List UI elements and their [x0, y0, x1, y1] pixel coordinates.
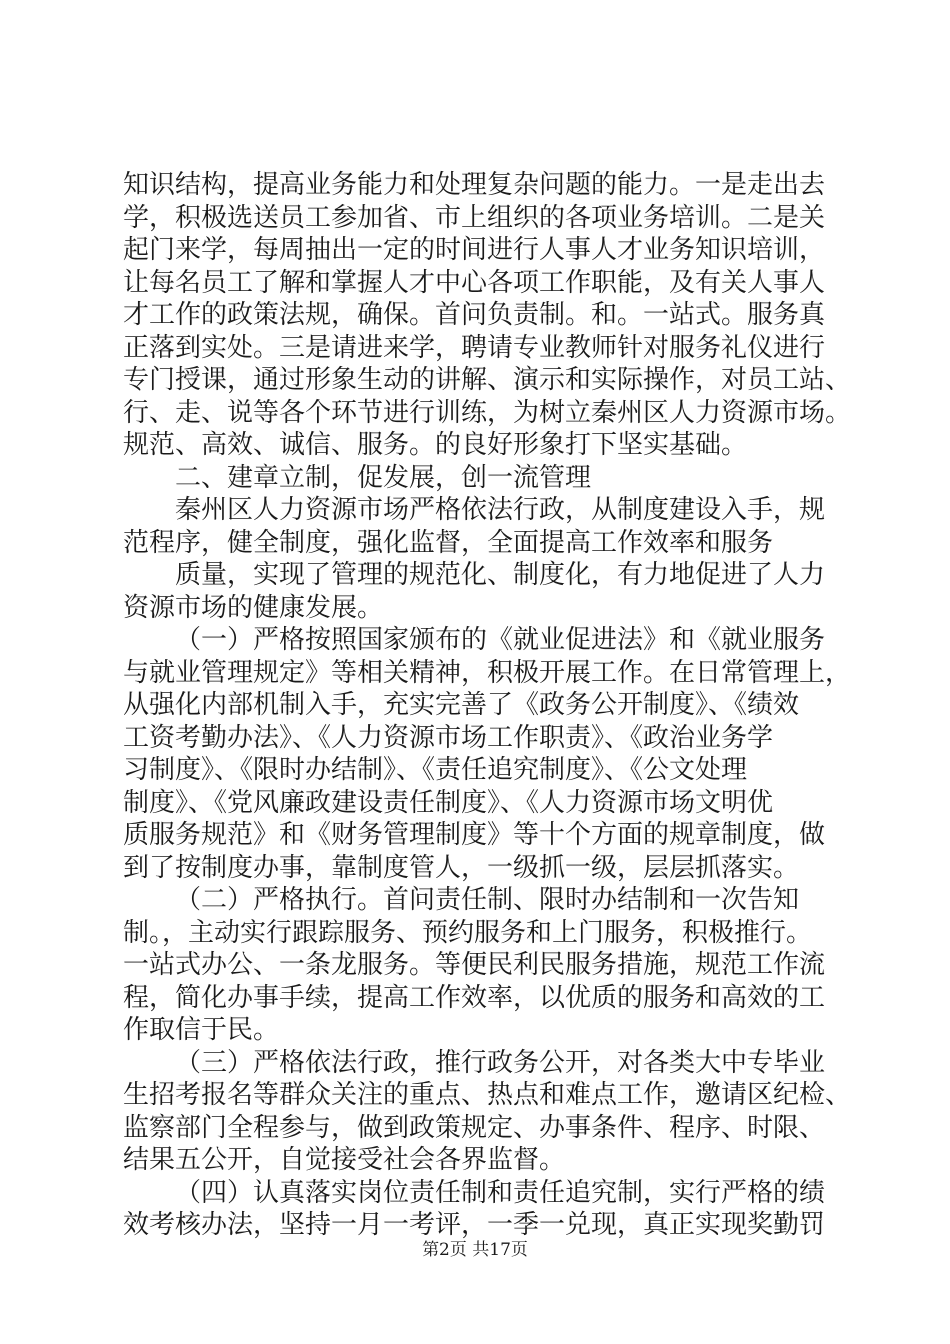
- text-line: 范程序，健全制度，强化监督，全面提高工作效率和服务: [123, 527, 774, 558]
- text-line: 秦州区人力资源市场严格依法行政，从制度建设入手，规: [175, 495, 826, 525]
- text-line: （四）认真落实岗位责任制和责任追究制，实行严格的绩: [175, 1177, 826, 1208]
- text-line: 与就业管理规定》等相关精神，积极开展工作。在日常管理上，: [123, 657, 852, 688]
- text-line: 专门授课，通过形象生动的讲解、演示和实际操作，对员工站、: [123, 365, 852, 395]
- text-line: 才工作的政策法规，确保。首问负责制。和。一站式。服务真: [123, 300, 826, 330]
- text-line: 到了按制度办事，靠制度管人，一级抓一级，层层抓落实。: [123, 852, 800, 883]
- text-line: 让每名员工了解和掌握人才中心各项工作职能，及有关人事人: [123, 267, 826, 298]
- text-line: 从强化内部机制入手，充实完善了《政务公开制度》、《绩效: [123, 690, 800, 720]
- text-line: 习制度》、《限时办结制》、《责任追究制度》、《公文处理: [123, 755, 748, 785]
- text-line: 结果五公开，自觉接受社会各界监督。: [123, 1145, 566, 1175]
- text-line: 程，简化办事手续，提高工作效率，以优质的服务和高效的工: [123, 982, 826, 1013]
- text-line: 工资考勤办法》、《人力资源市场工作职责》、《政治业务学: [123, 722, 774, 753]
- text-line: 质量，实现了管理的规范化、制度化，有力地促进了人力: [175, 560, 826, 590]
- text-line: 制度》、《党风廉政建设责任制度》、《人力资源市场文明优: [123, 787, 774, 818]
- text-line: 起门来学，每周抽出一定的时间进行人事人才业务知识培训，: [123, 235, 826, 265]
- text-line: 二、建章立制，促发展，创一流管理: [175, 462, 592, 493]
- text-line: 资源市场的健康发展。: [123, 592, 384, 623]
- text-line: 质服务规范》和《财务管理制度》等十个方面的规章制度，做: [123, 820, 826, 850]
- text-line: 制。，主动实行跟踪服务、预约服务和上门服务，积极推行。: [123, 917, 813, 948]
- text-line: （二）严格执行。首问责任制、限时办结制和一次告知: [175, 885, 800, 915]
- page-footer: [0, 1238, 950, 1262]
- text-line: 规范、高效、诚信、服务。的良好形象打下坚实基础。: [123, 430, 748, 460]
- document-body: [0, 169, 950, 1242]
- text-line: （一）严格按照国家颁布的《就业促进法》和《就业服务: [175, 625, 826, 655]
- text-line: 生招考报名等群众关注的重点、热点和难点工作，邀请区纪检、: [123, 1080, 852, 1110]
- text-line: 作取信于民。: [123, 1015, 280, 1045]
- page-number: 第2页 共17页: [422, 1240, 528, 1260]
- text-line: 学，积极选送员工参加省、市上组织的各项业务培训。二是关: [123, 202, 826, 233]
- text-line: （三）严格依法行政，推行政务公开，对各类大中专毕业: [175, 1047, 826, 1078]
- text-line: 一站式办公、一条龙服务。等便民利民服务措施，规范工作流: [123, 950, 826, 980]
- text-line: 正落到实处。三是请进来学，聘请专业教师针对服务礼仪进行: [123, 332, 826, 363]
- text-line: 行、走、说等各个环节进行训练，为树立秦州区人力资源市场。: [123, 397, 852, 428]
- text-line: 监察部门全程参与，做到政策规定、办事条件、程序、时限、: [123, 1112, 826, 1143]
- text-line: 知识结构，提高业务能力和处理复杂问题的能力。一是走出去: [123, 170, 826, 200]
- text-line: 效考核办法，坚持一月一考评，一季一兑现，真正实现奖勤罚: [123, 1210, 826, 1240]
